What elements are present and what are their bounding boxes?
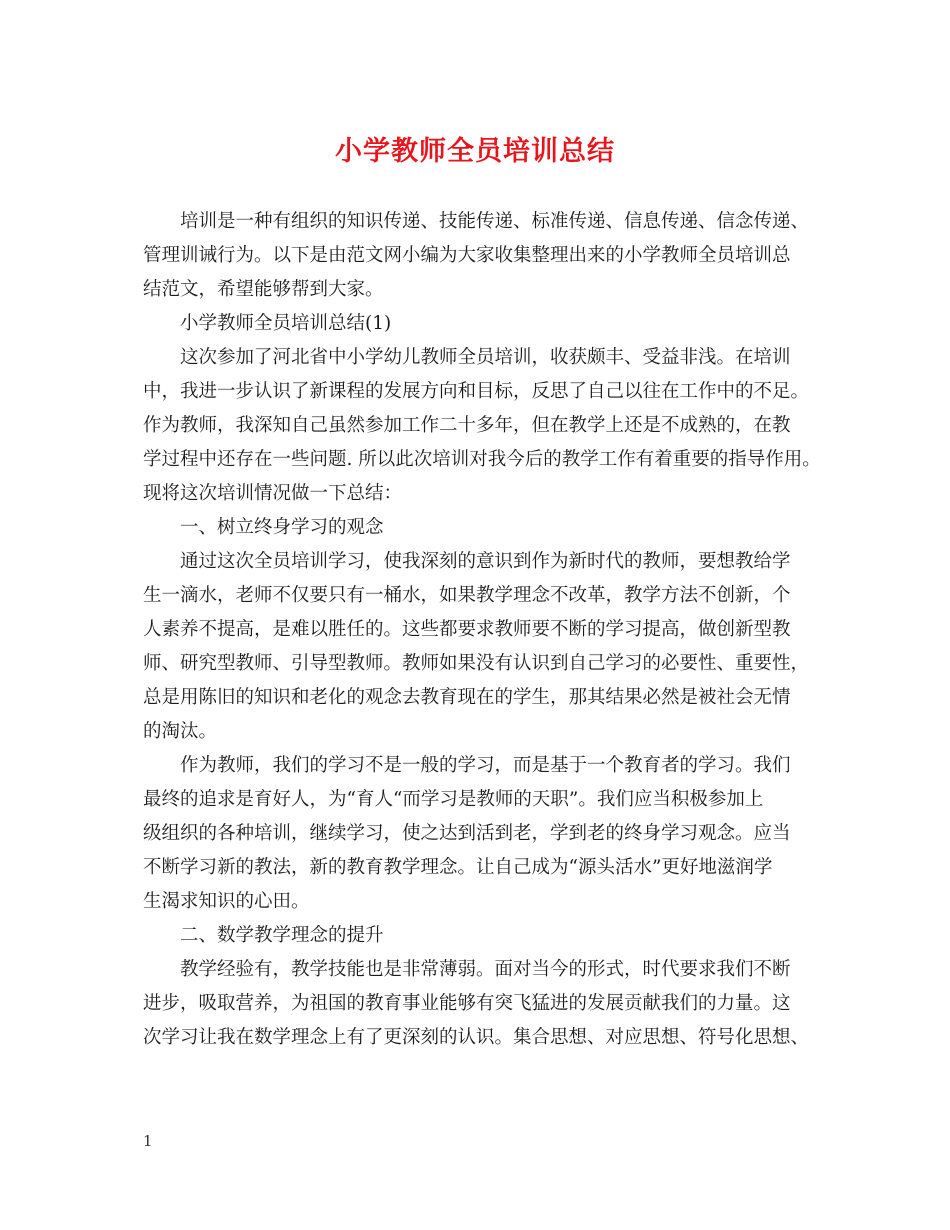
body-line: 最终的追求是育好人，为“育人“而学习是教师的天职”。我们应当积极参加上 xyxy=(143,789,764,810)
document-title: 小学教师全员培训总结 xyxy=(335,136,615,167)
body-line: 管理训诫行为。以下是由范文网小编为大家收集整理出来的小学教师全员培训总 xyxy=(143,245,791,266)
body-line: 总是用陈旧的知识和老化的观念去教育现在的学生，那其结果必然是被社会无情 xyxy=(143,687,791,708)
body-line: 进步，吸取营养，为祖国的教育事业能够有突飞猛进的发展贡献我们的力量。这 xyxy=(143,993,791,1014)
body-line: 中，我进一步认识了新课程的发展方向和目标，反思了自己以往在工作中的不足。 xyxy=(143,381,810,402)
body-line: 教学经验有，教学技能也是非常薄弱。面对当今的形式，时代要求我们不断 xyxy=(180,959,791,980)
body-line: 通过这次全员培训学习，使我深刻的意识到作为新时代的教师，要想教给学 xyxy=(180,551,791,572)
body-line: 次学习让我在数学理念上有了更深刻的认识。集合思想、对应思想、符号化思想、 xyxy=(143,1027,810,1048)
body-line: 师、研究型教师、引导型教师。教师如果没有认识到自己学习的必要性、重要性， xyxy=(143,653,810,674)
body-line: 作为教师，我深知自己虽然参加工作二十多年，但在教学上还是不成熟的，在教 xyxy=(143,415,791,436)
body-line: 二、数学教学理念的提升 xyxy=(180,925,384,946)
body-line: 作为教师，我们的学习不是一般的学习，而是基于一个教育者的学习。我们 xyxy=(180,755,791,776)
body-line: 学过程中还存在一些问题. 所以此次培训对我今后的教学工作有着重要的指导作用。 xyxy=(143,449,821,470)
body-line: 培训是一种有组织的知识传递、技能传递、标准传递、信息传递、信念传递、 xyxy=(180,211,810,232)
body-line: 的淘汰。 xyxy=(143,721,218,742)
body-line: 级组织的各种培训，继续学习，使之达到活到老，学到老的终身学习观念。应当 xyxy=(143,823,791,844)
body-line: 小学教师全员培训总结(1) xyxy=(180,313,392,334)
page-number: 1 xyxy=(143,1132,153,1150)
body-line: 生一滴水，老师不仅要只有一桶水，如果教学理念不改革，教学方法不创新，个 xyxy=(143,585,791,606)
body-line: 不断学习新的教法，新的教育教学理念。让自己成为“源头活水”更好地滋润学 xyxy=(143,857,773,878)
body-line: 一、树立终身学习的观念 xyxy=(180,517,384,538)
body-line: 这次参加了河北省中小学幼儿教师全员培训，收获颇丰、受益非浅。在培训 xyxy=(180,347,791,368)
body-line: 人素养不提高，是难以胜任的。这些都要求教师要不断的学习提高，做创新型教 xyxy=(143,619,791,640)
body-line: 生渴求知识的心田。 xyxy=(143,891,310,912)
body-line: 结范文，希望能够帮到大家。 xyxy=(143,279,384,300)
document-body xyxy=(143,205,821,1055)
body-line: 现将这次培训情况做一下总结： xyxy=(143,483,403,504)
